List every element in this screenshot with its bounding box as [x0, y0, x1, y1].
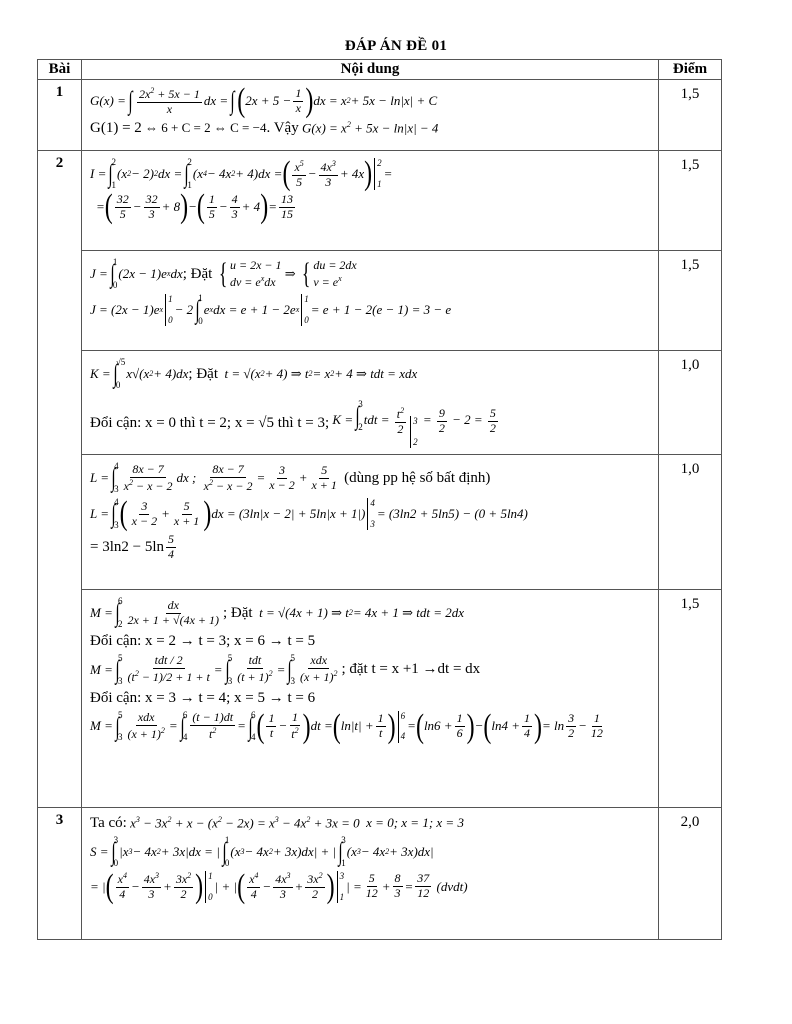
header-content: Nội dung — [82, 60, 659, 80]
formula-line: Đổi cận: x = 0 thì t = 2; x = √5 thì t = 3; K = ∫ 3 2 tdt = $\frac{t^2}{2}$ 3 2 = $\frac{9}{2}$ − 2 = $\frac{5}{2}$ — [90, 399, 496, 447]
table-row — [38, 351, 722, 455]
formula-line: G(x) = ∫ $\frac{2x^2 + 5x - 1}{x}$ dx = ∫ ( 2x + 5 − $\frac{1}{x}$ ) dx = x 2 + 5x − ln|x| + C — [90, 83, 438, 120]
formula-line: Đổi cận: x = 2 → t = 3; x = 6 → t = 5 — [90, 633, 316, 649]
row-content — [82, 151, 659, 251]
row-content — [82, 455, 659, 590]
points-value: 1,5 — [659, 151, 722, 251]
points-value: 1,5 — [659, 251, 722, 351]
answer-table — [37, 59, 722, 940]
formula-line: G(1) = 2 ⇔ 6 + C = 2 ⇔ C = −4 . Vậy $G(x) = x^2 + 5x - \ln|x| - 4$ — [90, 119, 439, 136]
points-value: 1,5 — [659, 80, 722, 151]
header-points: Điểm — [659, 60, 722, 80]
formula-line: L = ∫ 4 3 $\frac{8x - 7}{x^2 - x - 2}$ dx ; $\frac{8x - 7}{x^2 - x - 2}$ = $\frac{3}{x - 2}$ + $\frac{5}{x + 1}$ (dùng pp hệ số bất định) — [90, 461, 491, 494]
bai-number: 1 — [38, 80, 82, 151]
formula-line: L = ∫ 4 3 ( $\frac{3}{x - 2}$ + $\frac{5}{x + 1}$ ) dx = (3ln|x − 2| + 5ln|x + 1|) 4 3 = (3ln2 + 5ln5) − (0 + 5ln4) — [90, 495, 528, 533]
table-row — [38, 151, 722, 251]
table-row — [38, 80, 722, 151]
table-row — [38, 251, 722, 351]
row-content — [82, 590, 659, 808]
points-value: 1,0 — [659, 455, 722, 590]
points-value: 1,0 — [659, 351, 722, 455]
formula-line: = ( $\frac{32}{5}$ − $\frac{32}{3}$ + 8 ) − ( $\frac{1}{5}$ − $\frac{4}{3}$ + 4 ) = $\frac{13}{15}$ — [96, 189, 293, 226]
formula-line: J = ∫ 1 0 (2x − 1)e x dx ; Đặt { u = 2x − 1 dv = $e^xdx$ ⇒ { du = 2dx $v = e^x$ — [90, 257, 357, 290]
formula-line: = | ( $\frac{x^4}{4}$ − $\frac{4x^3}{3}$ + $\frac{3x^2}{2}$ ) 1 0 | + | ( $\frac{x^4}{4}$ − $\frac{4x^3}{3}$ + $\frac{3x^2}{2}$ ) 3 1 | = $\frac{5}{12}$ + $\frac{8}{3}$ = $\frac{37}{12}$ (dvdt) — [90, 868, 468, 905]
bai-number: 3 — [38, 808, 82, 940]
row-content — [82, 251, 659, 351]
header-bai: Bài — [38, 60, 82, 80]
table-row — [38, 808, 722, 940]
formula-line: J = (2x − 1)e x 1 0 − 2 ∫ 1 0 e x dx = e + 1 − 2e x 1 0 = e + 1 − 2(e − 1) = 3 − e — [90, 293, 452, 326]
formula-line: M = ∫ 5 3 $\frac{\text{tdt / 2}}{(t^2 - 1)/2 + 1 + t}$ = ∫ 5 3 $\frac{\text{tdt}}{(t + 1)^2}$ = ∫ 5 3 $\frac{\text{xdx}}{(x + 1)^2}$ ; đặt t = x +1 →dt = dx — [90, 652, 481, 686]
formula-line: S = ∫ 3 0 |x 3 − 4x 2 + 3x|dx = | ∫ 1 0 (x 3 − 4x 2 + 3x)dx| + | ∫ 3 1 (x 3 − 4x 2 + 3x)dx| — [90, 834, 434, 868]
formula-line: = 3ln2 − 5ln $\frac{5}{4}$ — [90, 532, 175, 561]
row-content — [82, 351, 659, 455]
row-content — [82, 808, 659, 940]
formula-line: M = ∫ 5 3 $\frac{\text{xdx}}{(x + 1)^2}$ = ∫ 6 4 $\frac{(t - 1)dt}{t^2}$ = ∫ 6 4 ( $\frac{1}{t}$ − $\frac{1}{t^2}$ ) dt = ( ln|t| + $\frac{1}{t}$ ) 6 4 = ( ln6 + $\frac{1}{6}$ ) − ( ln4 + $\frac{1}{4}$ ) = ln $\frac{3}{2}$ − $\frac{1}{12}$ — [90, 708, 603, 745]
page-title: ĐÁP ÁN ĐỀ 01 — [344, 38, 448, 54]
formula-line: Ta có: $x^3 - 3x^2 + x - (x^2 - 2x) = x^3 - 4x^2 + 3x = 0$ x = 0; x = 1; x = 3 — [90, 815, 464, 831]
row-content — [82, 80, 659, 151]
points-value: 1,5 — [659, 590, 722, 808]
table-row — [38, 590, 722, 808]
table-row — [38, 455, 722, 590]
formula-line: I = ∫ 2 1 (x 2 − 2) 2 dx = ∫ 2 1 (x 4 − 4x 2 + 4)dx = ( $\frac{x^5}{5}$ − $\frac{4x^3}{3}$ + 4x ) 2 1 = — [90, 155, 393, 193]
points-value: 2,0 — [659, 808, 722, 940]
table-header — [38, 60, 722, 80]
bai-number: 2 — [38, 151, 82, 808]
formula-line: Đổi cận: x = 3 → t = 4; x = 5 → t = 6 — [90, 689, 316, 706]
formula-line: M = ∫ 6 2 $\frac{dx}{2x + 1 + √(4x + 1)}$ ; Đặt t = √(4x + 1) ⇒ t 2 = 4x + 1 ⇒ tdt = 2dx — [90, 596, 465, 629]
formula-line: K = ∫ √5 0 x√(x 2 + 4)dx ; Đặt t = √(x 2 + 4) ⇒ t 2 = x 2 + 4 ⇒ tdt = xdx — [90, 357, 418, 390]
